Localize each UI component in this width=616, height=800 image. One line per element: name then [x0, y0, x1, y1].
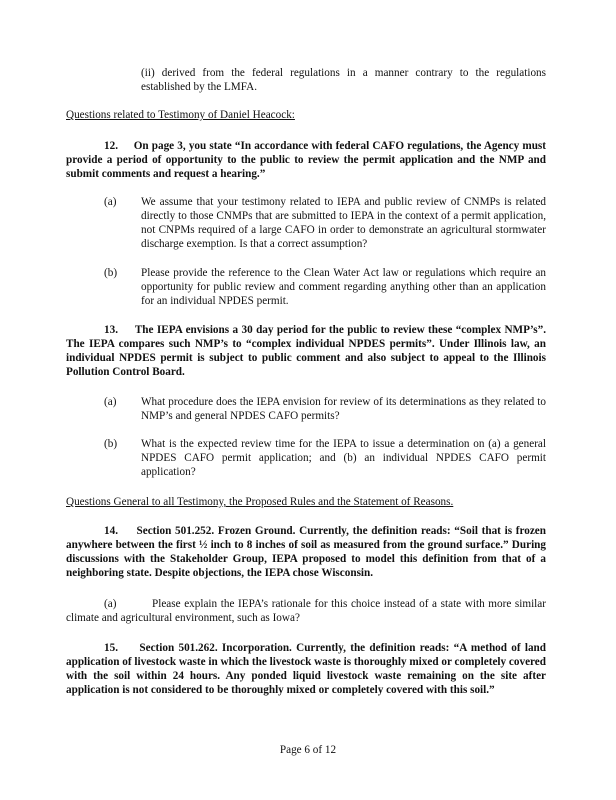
q12-a-text: We assume that your testimony related to IEPA and public review of CNMPs is related directly to those CNMPs that are submitted to IEPA in the context of a permit application, not CNPMs required of a large CAFO in order to demonstrate an agricultural stormwater discharge exemption. Is that a correct assumption?: [141, 196, 546, 250]
question-15-body: Section 501.262. Incorporation. Currently, the definition reads: “A method of land application of livestock waste in which the livestock waste is thoroughly mixed or completely covered with the soil within 24 hours. Any ponded liquid livestock waste remaining on the site after application is not considered to be thoroughly mixed or completely covered with this soil.”: [66, 642, 547, 696]
q12-subquestion-a: [141, 195, 546, 251]
q13-b-label: (b): [104, 438, 118, 450]
question-12: [66, 139, 546, 181]
question-15: [66, 641, 546, 697]
question-13-body: The IEPA envisions a 30 day period for the public to review these “complex NMP’s”. The IEPA compares such NMP’s to “complex individual NPDES permits”. Under Illinois law, an individual NPDES permit is subject to public comment and also subject to appeal to the Illinois Pollution Control Board.: [66, 324, 546, 378]
question-14-number: 14.: [104, 525, 118, 537]
question-14: [66, 524, 546, 580]
section-heading-heacock: Questions related to Testimony of Daniel Heacock:: [66, 109, 295, 121]
section-heading-general: Questions General to all Testimony, the Proposed Rules and the Statement of Reasons.: [66, 496, 454, 508]
q12-b-text: Please provide the reference to the Clean Water Act law or regulations which require an opportunity for public review and comment regarding anything other than an application for an individual NPDES permit.: [141, 267, 546, 307]
q14-a-label: (a): [104, 598, 117, 610]
question-12-body: On page 3, you state “In accordance with federal CAFO regulations, the Agency must provide a period of opportunity to the public to review the permit application and the NMP and submit comments and request a hearing.”: [66, 140, 546, 180]
continuation-item: [141, 66, 546, 94]
question-15-number: 15.: [104, 642, 118, 654]
question-14-body: Section 501.252. Frozen Ground. Currently, the definition reads: “Soil that is frozen anywhere between the first ½ inch to 8 inches of soil as measured from the ground surface.” During discussions with the Stakeholder Group, IEPA proposed to model this definition from that of a neighboring state. Despite objections, the IEPA chose Wisconsin.: [66, 525, 546, 579]
continuation-text: (ii) derived from the federal regulations in a manner contrary to the regulations established by the LMFA.: [141, 67, 546, 93]
q13-subquestion-a: [141, 395, 546, 423]
q13-a-text: What procedure does the IEPA envision for review of its determinations as they related to NMP’s and general NPDES CAFO permits?: [141, 396, 546, 422]
question-13-number: 13.: [104, 324, 118, 336]
question-12-text: [66, 139, 546, 181]
q12-subquestion-b: [141, 266, 546, 308]
question-13-text: [66, 323, 546, 379]
question-13: [66, 323, 546, 379]
q13-a-label: (a): [104, 396, 117, 408]
page-number: Page 6 of 12: [279, 744, 337, 756]
q13-subquestion-b: [141, 437, 546, 479]
question-12-number: 12.: [104, 140, 118, 152]
q12-a-label: (a): [104, 196, 117, 208]
question-15-text: [66, 641, 546, 697]
q13-b-text: What is the expected review time for the IEPA to issue a determination on (a) a general NPDES CAFO permit application; and (b) an individual NPDES CAFO permit application?: [141, 438, 546, 478]
question-14-text: [66, 524, 546, 580]
q12-b-label: (b): [104, 267, 118, 279]
q14-a-text: Please explain the IEPA’s rationale for this choice instead of a state with more similar climate and agricultural environment, such as Iowa?: [66, 598, 546, 624]
q14-subquestion-a: [66, 597, 546, 625]
